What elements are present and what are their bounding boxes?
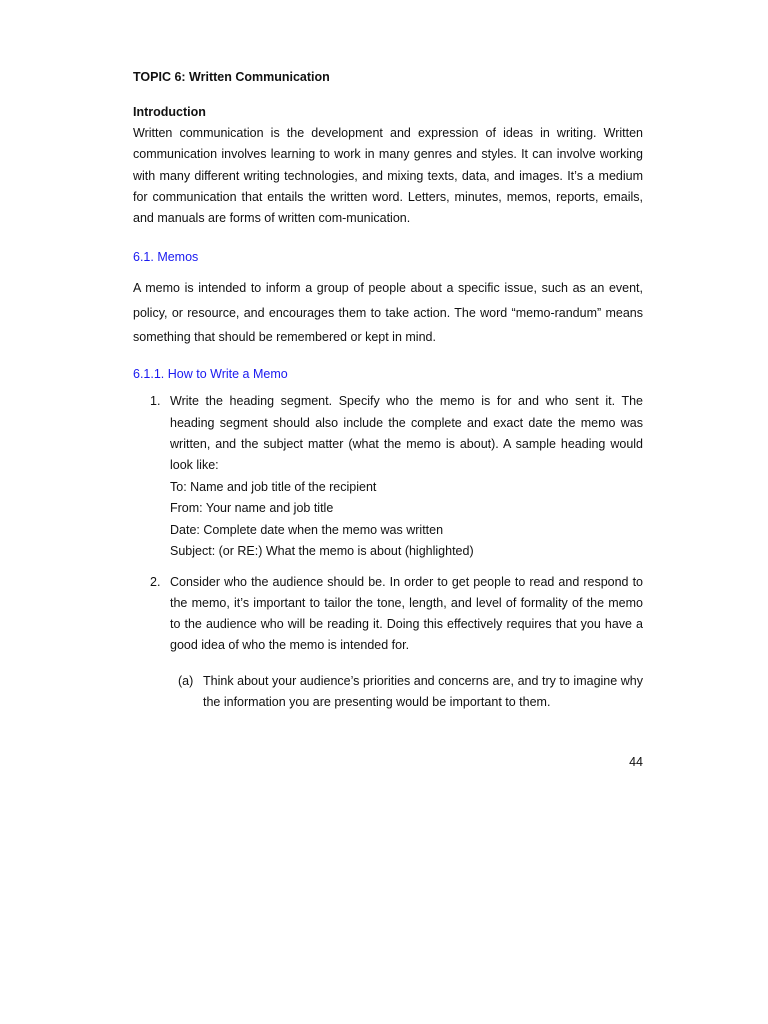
list-item [133,391,643,562]
section-memos-paragraph: A memo is intended to inform a group of people about a specific issue, such as an event, policy, or resource, and encourages them to take action. The word “memo-randum” means something that should be remembered or kept in mind. [133,281,643,345]
section-how-to-heading: 6.1.1. How to Write a Memo [133,367,288,382]
sample-heading-subject: Subject: (or RE:) What the memo is about (highlighted) [170,544,474,559]
section-memos-heading: 6.1. Memos [133,250,199,265]
sub-list-item [133,671,643,714]
introduction-heading: Introduction [133,105,206,119]
steps-list [133,391,643,656]
list-item [133,572,643,657]
sample-heading-from: From: Your name and job title [170,501,334,516]
sub-item-label: (a) [178,673,194,688]
sample-heading-to: To: Name and job title of the recipient [170,479,377,494]
step-number: 2. [150,574,161,589]
introduction-paragraph: Written communication is the development and expression of ideas in writing. Written communication involves learning to work in many genres and styles. It can involve working with many different writing technologies, and mixing texts, data, and images. It’s a medium for communication that entails the written word. Letters, minutes, memos, reports, emails, and manuals are forms of written com-munication. [133,126,643,226]
document-page [133,66,643,713]
step-text: Consider who the audience should be. In order to get people to read and respond to the memo, it’s important to tailor the tone, length, and level of formality of the memo to the audience who will be reading it. Doing this effectively requires that you have a good idea of who the memo is intended for. [170,574,643,653]
step-text: Write the heading segment. Specify who the memo is for and who sent it. The heading segment should also include the complete and exact date the memo was written, and the subject matter (what the memo is about). A sample heading would look like: [170,394,643,473]
sub-item-text: Think about your audience’s priorities and concerns are, and try to imagine why the information you are presenting would be important to them. [203,673,643,710]
page-number: 44 [629,755,643,769]
step-number: 1. [150,394,161,409]
sample-heading-date: Date: Complete date when the memo was written [170,522,444,537]
topic-title: TOPIC 6: Written Communication [133,70,330,84]
